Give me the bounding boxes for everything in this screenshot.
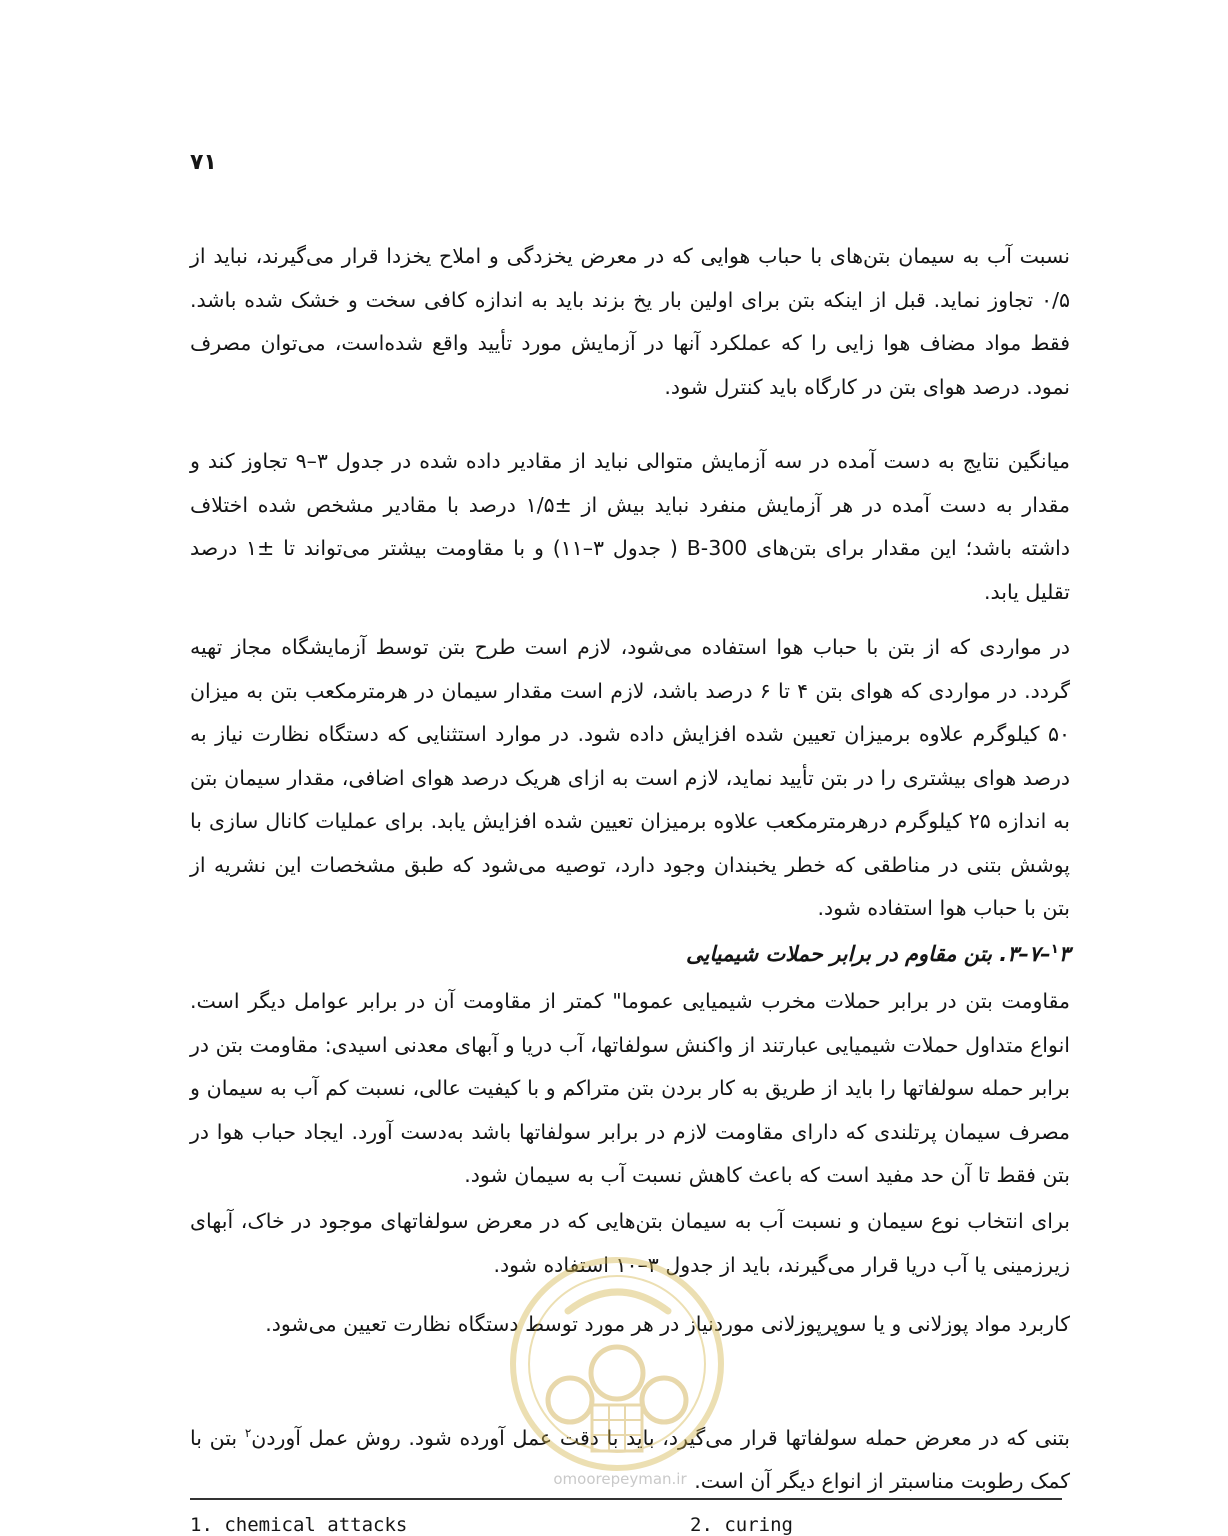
paragraph-cement-type-selection: برای انتخاب نوع سیمان و نسبت آب به سیمان بتن‌هایی که در معرض سولفاتهای موجود در خاک، آبهای زیرزمینی یا آب دریا قرار می‌گیرند، باید از جدول ۳–۱۰ استفاده شود. xyxy=(190,1209,1070,1277)
paragraph-air-entrained-water-cement-ratio: نسبت آب به سیمان بتن‌های با حباب هوایی که در معرض یخزدگی و املاح یخزدا قرار می‌گیرند، نباید از ۰/۵ تجاوز نماید. قبل از اینکه بتن برای اولین بار یخ بزند باید به اندازه کافی سخت و خشک شده باشد. فقط مواد مضاف هوا زایی را که عملکرد آنها در آزمایش مورد تأیید واقع شده‌است، می‌توان مصرف نمود. درصد هوای بتن در کارگاه باید کنترل شود. xyxy=(190,244,1070,399)
curing-text-1: بتنی که در معرض حمله سولفاتها قرار می‌گیرد، باید با دقت عمل آورده شود. روش عمل آوردن xyxy=(251,1425,1071,1450)
curing-text-2: بتن با کمک رطوبت مناسبتر از انواع دیگر آن است. xyxy=(190,1425,1070,1494)
paragraph-pozzolan-usage: کاربرد مواد پوزلانی و یا سوپرپوزلانی موردنیاز در هر مورد توسط دستگاه نظارت تعیین می‌شود. xyxy=(265,1312,1070,1336)
heading-text: ۳–۷–۳. بتن مقاوم در برابر حملات شیمیایی xyxy=(686,942,1070,966)
page-number: ۷۱ xyxy=(190,150,217,175)
paragraph-air-content-tolerance: میانگین نتایج به دست آمده در سه آزمایش متوالی نباید از مقادیر داده شده در جدول ۳–۹ تجاوز کند و مقدار به دست آمده در هر آزمایش منفرد نباید بیش از ±۱/۵ درصد با مقادیر مشخص شده اختلاف داشته باشد؛ این مقدار برای بتن‌های B-300 ( جدول ۳–۱۱) و با مقاومت بیشتر می‌تواند تا ±۱ درصد تقلیل یابد. xyxy=(190,449,1071,604)
watermark-url: omoorepeyman.ir xyxy=(553,1470,687,1488)
watermark-seal xyxy=(508,1255,726,1473)
paragraph-chemical-resistance: مقاومت بتن در برابر حملات مخرب شیمیایی عموما" کمتر از مقاومت آن در برابر عوامل دیگر است. انواع متداول حملات شیمیایی عبارتند از واکنش سولفاتها، آب دریا و آبهای معدنی اسیدی: مقاومت بتن در برابر حمله سولفاتها را باید از طریق به کار بردن بتن متراکم و با کیفیت عالی، نسبت کم آب به سیمان و مصرف سیمان پرتلندی که دارای مقاومت لازم در برابر سولفاتها باشد به‌دست آورد. ایجاد حباب هوا در بتن فقط تا آن حد مفید است که باعث کاهش نسبت آب به سیمان شود. xyxy=(190,989,1070,1187)
footnote-1: 1. chemical attacks xyxy=(190,1514,408,1536)
footnote-2: 2. curing xyxy=(690,1514,793,1536)
heading-footnote-ref: ۱ xyxy=(1050,942,1059,957)
curing-footnote-ref: ۲ xyxy=(244,1426,252,1440)
section-heading xyxy=(190,942,1070,966)
paragraph-air-entrained-mix-design: در مواردی که از بتن با حباب هوا استفاده می‌شود، لازم است طرح بتن توسط آزمایشگاه مجاز تهیه گردد. در مواردی که هوای بتن ۴ تا ۶ درصد باشد، لازم است مقدار سیمان در هرمترمکعب بتن به میزان ۵۰ کیلوگرم علاوه برمیزان تعیین شده افزایش داده شود. در موارد استثنایی که دستگاه نظارت نیاز به درصد هوای بیشتری را در بتن تأیید نماید، لازم است به ازای هریک درصد هوای اضافی، مقدار سیمان بتن به اندازه ۲۵ کیلوگرم درهرمترمکعب علاوه برمیزان تعیین شده افزایش یابد. برای عملیات کانال سازی با پوشش بتنی در مناطقی که خطر یخبندان وجود دارد، توصیه می‌شود که طبق مشخصات این نشریه از بتن با حباب هوا استفاده شود. xyxy=(190,635,1071,920)
footnote-divider xyxy=(190,1498,1062,1500)
